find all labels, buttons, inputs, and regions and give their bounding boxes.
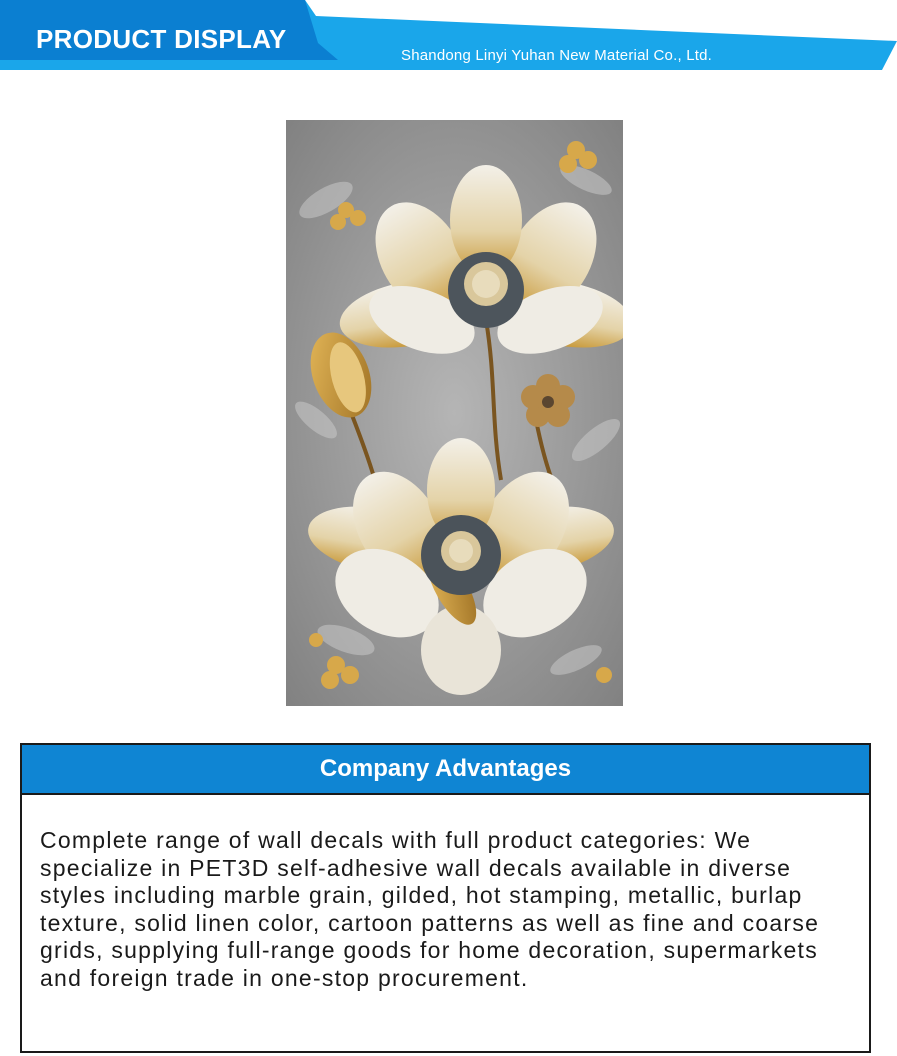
flower-decal-illustration [286,120,623,706]
header-banner [0,0,897,80]
banner-title: PRODUCT DISPLAY [36,24,287,54]
company-advantages-text: Complete range of wall decals with full product categories: We specialize in PET3D self-adhesive wall decals available in diverse styles including marble grain, gilded, hot stamping, metallic, burlap texture, solid linen color, cartoon patterns as well as fine and coarse grids, supplying full-range goods for home decoration, supermarkets and foreign trade in one-stop procurement. [40,827,820,991]
company-advantages-panel [20,743,871,1053]
company-advantages-heading: Company Advantages [22,745,869,795]
banner-company-name: Shandong Linyi Yuhan New Material Co., Ltd. [401,47,713,64]
product-image [286,120,623,706]
